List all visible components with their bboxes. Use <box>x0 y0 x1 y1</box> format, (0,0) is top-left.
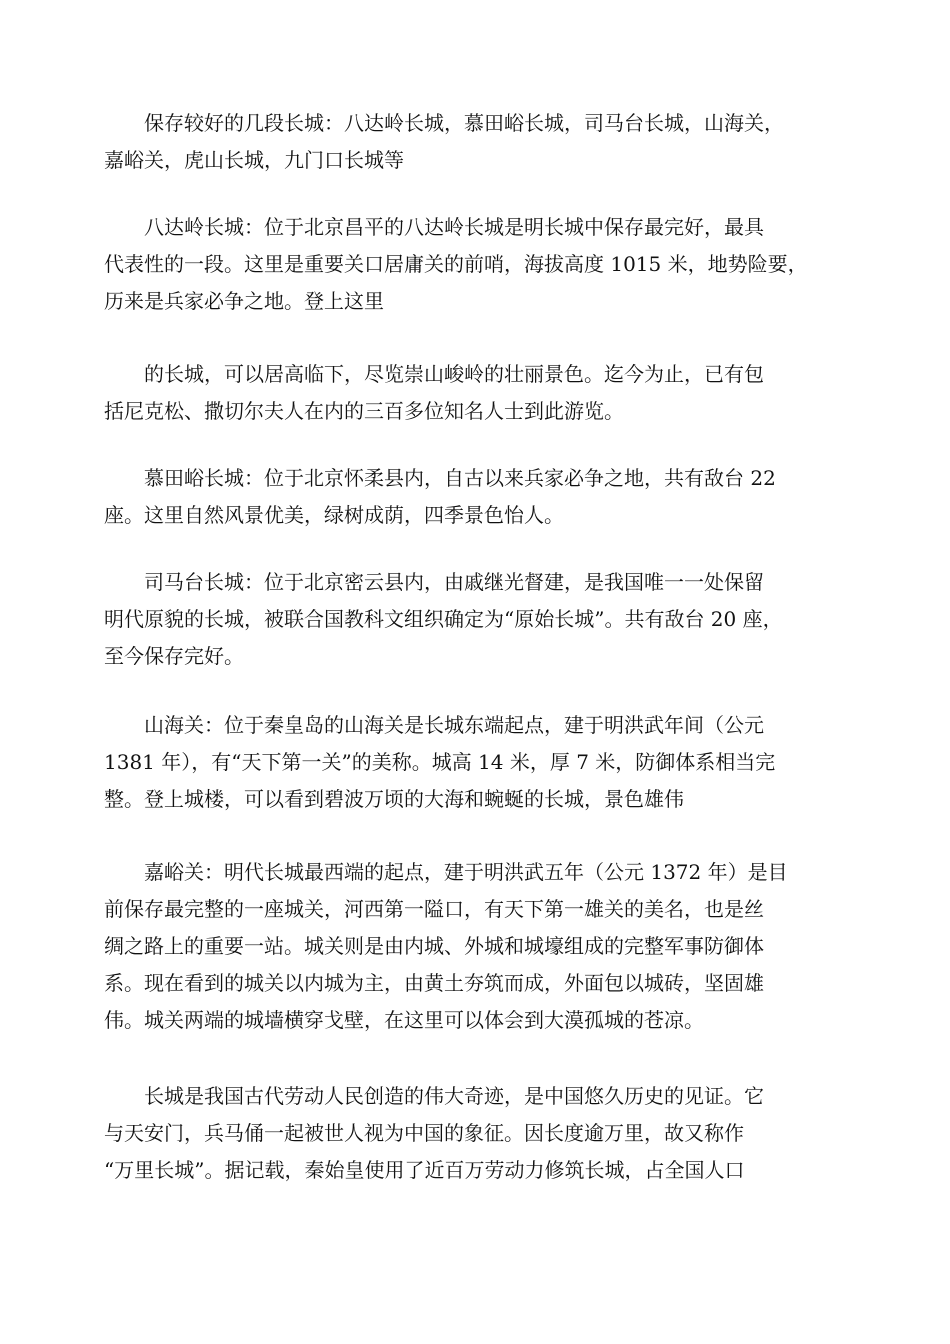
paragraph-mutianyu <box>104 460 856 534</box>
paragraph-line: 整。登上城楼，可以看到碧波万顷的大海和蜿蜒的长城，景色雄伟 <box>104 787 684 811</box>
paragraph-simatai <box>104 564 856 675</box>
paragraph-line: 明代原貌的长城，被联合国教科文组织确定为“原始长城”。共有敌台 20 座， <box>104 607 783 631</box>
paragraph-line: 代表性的一段。这里是重要关口居庸关的前哨，海拔高度 1015 米，地势险要， <box>104 252 808 276</box>
paragraph-line: 司马台长城：位于北京密云县内，由戚继光督建，是我国唯一一处保留 <box>104 570 764 594</box>
paragraph-line: “万里长城”。据记载，秦始皇使用了近百万劳动力修筑长城，占全国人口 <box>104 1158 745 1182</box>
paragraph-shanhaiguan <box>104 707 856 818</box>
paragraph-jiayuguan <box>104 854 856 1039</box>
paragraph-line: 至今保存完好。 <box>104 644 244 668</box>
paragraph-line: 座。这里自然风景优美，绿树成荫，四季景色怡人。 <box>104 503 564 527</box>
paragraph-line: 伟。城关两端的城墙横穿戈壁，在这里可以体会到大漠孤城的苍凉。 <box>104 1008 704 1032</box>
paragraph-line: 山海关：位于秦皇岛的山海关是长城东端起点，建于明洪武年间（公元 <box>104 713 764 737</box>
paragraph-line: 绸之路上的重要一站。城关则是由内城、外城和城壕组成的完整军事防御体 <box>104 934 764 958</box>
paragraph-line: 历来是兵家必争之地。登上这里 <box>104 289 384 313</box>
paragraph-line: 长城是我国古代劳动人民创造的伟大奇迹，是中国悠久历史的见证。它 <box>104 1084 764 1108</box>
paragraph-badaling <box>104 209 856 320</box>
paragraph-line: 嘉峪关，虎山长城，九门口长城等 <box>104 148 404 172</box>
paragraph-preserved-sections <box>104 105 856 179</box>
paragraph-line: 嘉峪关：明代长城最西端的起点，建于明洪武五年（公元 1372 年）是目 <box>104 860 788 884</box>
paragraph-line: 前保存最完整的一座城关，河西第一隘口，有天下第一雄关的美名，也是丝 <box>104 897 764 921</box>
paragraph-badaling-continued <box>104 356 856 430</box>
paragraph-line: 八达岭长城：位于北京昌平的八达岭长城是明长城中保存最完好，最具 <box>104 215 764 239</box>
paragraph-line: 慕田峪长城：位于北京怀柔县内，自古以来兵家必争之地，共有敌台 22 <box>104 466 776 490</box>
paragraph-line: 的长城，可以居高临下，尽览崇山峻岭的壮丽景色。迄今为止，已有包 <box>104 362 764 386</box>
paragraph-line: 括尼克松、撒切尔夫人在内的三百多位知名人士到此游览。 <box>104 399 624 423</box>
paragraph-line: 1381 年），有“天下第一关”的美称。城高 14 米，厚 7 米，防御体系相当完 <box>104 750 776 774</box>
paragraph-great-wall-history <box>104 1078 856 1189</box>
paragraph-line: 与天安门，兵马俑一起被世人视为中国的象征。因长度逾万里，故又称作 <box>104 1121 744 1145</box>
paragraph-line: 保存较好的几段长城：八达岭长城，慕田峪长城，司马台长城，山海关， <box>104 111 784 135</box>
paragraph-line: 系。现在看到的城关以内城为主，由黄土夯筑而成，外面包以城砖，坚固雄 <box>104 971 764 995</box>
